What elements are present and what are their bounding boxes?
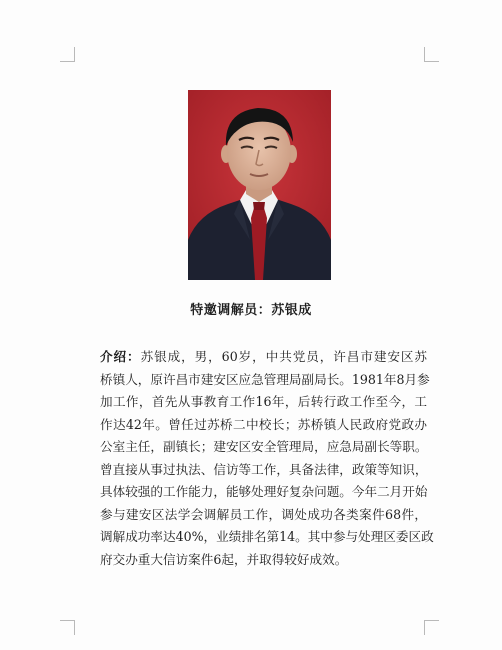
caption-label: 特邀调解员： [190,303,272,318]
intro-line: 公室主任，副镇长；建安区安全管理局，应急局副长等职。 [100,439,428,454]
intro-line: 具体较强的工作能力，能够处理好复杂问题。今年二月开始 [100,484,428,499]
intro-line: 作达42年。曾任过苏桥二中校长；苏桥镇人民政府党政办 [100,416,427,432]
intro-line-text: 苏银成，男，60岁，中共党员，许昌市建安区苏 [140,349,427,364]
tie-knot [253,202,265,210]
intro-line: 参与建安区法学会调解员工作，调处成功各类案件68件， [100,506,427,522]
crop-mark-top-left [60,47,75,62]
intro-line: 曾直接从事过执法、信访等工作，具备法律，政策等知识， [100,461,428,477]
crop-mark-bottom-left [60,620,75,635]
introduction-paragraph [100,346,434,571]
intro-line: 加工作，首先从事教育工作16年，后转行政工作至今，工 [100,394,427,409]
crop-mark-bottom-right [424,620,439,635]
portrait-illustration [188,90,331,280]
page-caption [0,299,502,318]
portrait-photo [188,90,331,280]
crop-mark-top-right [424,47,439,62]
intro-line: 桥镇人，原许昌市建安区应急管理局副局长。1981年8月参 [100,371,430,387]
intro-label: 介绍： [100,349,141,364]
intro-line [100,346,427,369]
caption-name: 苏银成 [271,303,312,318]
intro-line: 调解成功率达40%，业绩排名第14。其中参与处理区委区政 [100,529,434,544]
intro-line: 府交办重大信访案件6起，并取得较好成效。 [100,551,348,567]
